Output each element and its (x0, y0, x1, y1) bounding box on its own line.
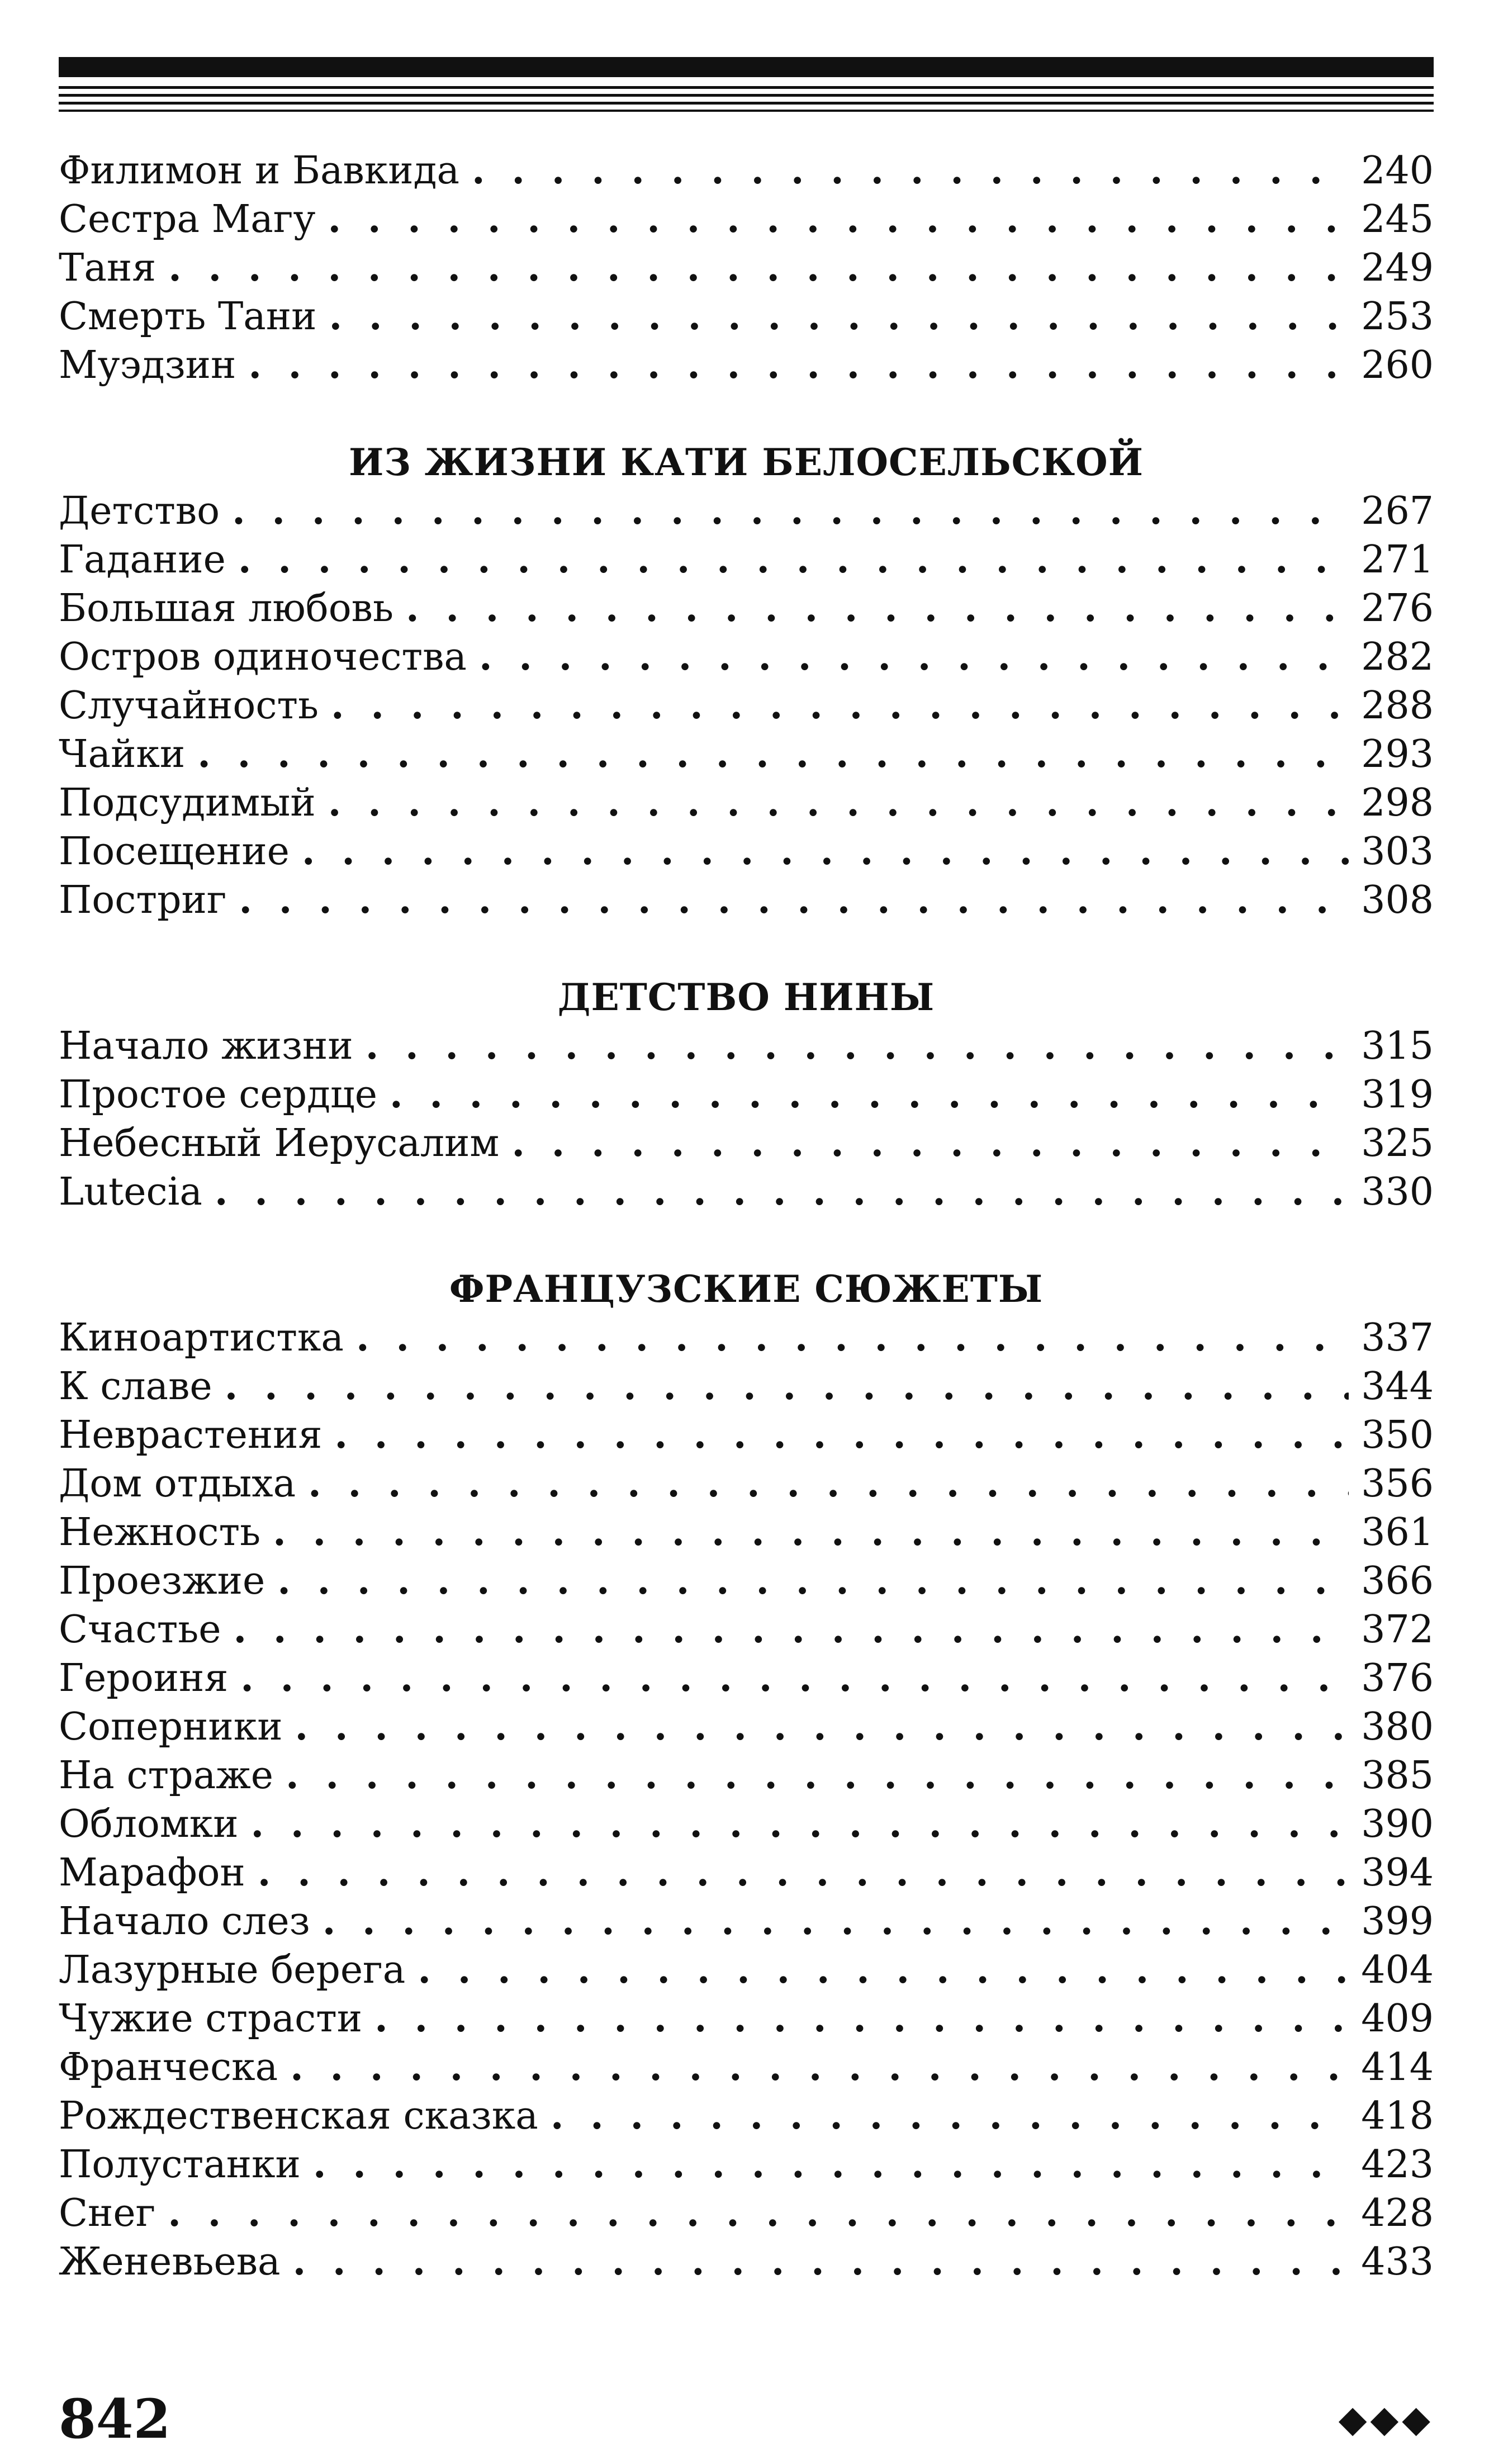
header-rule-thin (59, 102, 1434, 105)
toc-entry-title: Лазурные берега (59, 1948, 406, 1992)
dot-leader (251, 1800, 1349, 1849)
dot-leader (286, 1751, 1349, 1800)
toc-entry-title: Простое сердце (59, 1073, 377, 1117)
toc-entry-title: Подсудимый (59, 781, 316, 825)
header-rule-thick (59, 57, 1434, 77)
toc-entry (59, 1897, 1434, 1946)
toc-entry (59, 244, 1434, 292)
toc-entry-page: 325 (1361, 1121, 1434, 1165)
dot-leader (273, 1508, 1349, 1557)
dot-leader (328, 779, 1349, 827)
toc-entry-page: 344 (1361, 1364, 1434, 1409)
toc-entry-page: 319 (1361, 1073, 1434, 1117)
dot-leader (240, 1654, 1349, 1703)
toc-entry-title: Постриг (59, 878, 227, 922)
dot-leader (374, 1994, 1349, 2043)
toc-entry (59, 1460, 1434, 1508)
toc-entry (59, 1654, 1434, 1703)
toc-entry (59, 1314, 1434, 1362)
toc-entry (59, 1119, 1434, 1168)
toc-entry (59, 584, 1434, 633)
dot-leader (215, 1168, 1349, 1216)
toc-entry-page: 366 (1361, 1559, 1434, 1603)
toc-entry-title: Счастье (59, 1608, 221, 1652)
toc-entry-page: 418 (1361, 2094, 1434, 2138)
toc-entry-title: Сестра Магу (59, 197, 316, 241)
dot-leader (406, 584, 1349, 633)
toc-entry (59, 146, 1434, 195)
toc-entry (59, 730, 1434, 779)
toc-entry-title: Посещение (59, 830, 290, 874)
dot-leader (232, 487, 1349, 536)
toc-entry-page: 298 (1361, 781, 1434, 825)
toc-entry-page: 385 (1361, 1754, 1434, 1798)
toc-entry-page: 380 (1361, 1705, 1434, 1749)
toc-entry-title: Начало жизни (59, 1024, 353, 1068)
toc-entry-page: 253 (1361, 295, 1434, 339)
table-of-contents (59, 146, 1434, 2286)
dot-leader (277, 1557, 1349, 1605)
toc-entry-title: Полустанки (59, 2143, 301, 2187)
toc-entry-page: 282 (1361, 635, 1434, 679)
dot-leader (258, 1849, 1349, 1897)
toc-entry (59, 1751, 1434, 1800)
dot-leader (234, 1605, 1349, 1654)
dot-leader (418, 1946, 1349, 1994)
toc-entry-page: 409 (1361, 1997, 1434, 2041)
dot-leader (295, 1703, 1349, 1751)
toc-entry (59, 1508, 1434, 1557)
toc-entry (59, 1411, 1434, 1460)
toc-entry-page: 245 (1361, 197, 1434, 241)
toc-entry-title: Проезжие (59, 1559, 265, 1603)
toc-entry (59, 1800, 1434, 1849)
toc-entry (59, 1168, 1434, 1216)
toc-entry-title: Чайки (59, 732, 186, 776)
toc-entry (59, 1994, 1434, 2043)
toc-entry-page: 315 (1361, 1024, 1434, 1068)
dot-leader (390, 1070, 1349, 1119)
toc-entry-title: Lutecia (59, 1170, 202, 1214)
toc-entry (59, 827, 1434, 876)
toc-entry-title: Случайность (59, 684, 319, 728)
dot-leader (290, 2043, 1349, 2092)
dot-leader (168, 2189, 1349, 2238)
toc-entry-title: Гадание (59, 538, 226, 582)
toc-entry-title: Филимон и Бавкида (59, 149, 460, 193)
header-rule-thin (59, 94, 1434, 97)
dot-leader (308, 1460, 1349, 1508)
toc-entry-title: Большая любовь (59, 586, 393, 631)
toc-entry-page: 267 (1361, 489, 1434, 533)
toc-entry-title: Женевьева (59, 2240, 281, 2284)
dot-leader (248, 341, 1349, 390)
toc-entry (59, 1022, 1434, 1070)
toc-entry (59, 1557, 1434, 1605)
toc-entry-page: 330 (1361, 1170, 1434, 1214)
dot-leader (366, 1022, 1349, 1070)
toc-entry-title: Смерть Тани (59, 295, 317, 339)
toc-entry-title: На страже (59, 1754, 274, 1798)
toc-entry (59, 1070, 1434, 1119)
dot-leader (239, 876, 1349, 925)
toc-entry-title: Героиня (59, 1656, 229, 1700)
toc-entry-page: 240 (1361, 149, 1434, 193)
toc-entry-page: 399 (1361, 1899, 1434, 1944)
toc-entry-title: Таня (59, 246, 157, 290)
toc-entry-title: Начало слез (59, 1899, 310, 1944)
diamond-ornament-icon: ◆◆◆ (1338, 2397, 1434, 2441)
toc-entry-page: 308 (1361, 878, 1434, 922)
dot-leader (302, 827, 1349, 876)
page-number: 842 (59, 2387, 171, 2451)
toc-entry-page: 337 (1361, 1316, 1434, 1360)
toc-entry-page: 376 (1361, 1656, 1434, 1700)
dot-leader (197, 730, 1349, 779)
toc-entry (59, 2140, 1434, 2189)
toc-entry-page: 423 (1361, 2143, 1434, 2187)
dot-leader (293, 2238, 1349, 2286)
toc-entry-page: 433 (1361, 2240, 1434, 2284)
dot-leader (329, 292, 1349, 341)
toc-entry-title: К славе (59, 1364, 212, 1409)
toc-entry-page: 372 (1361, 1608, 1434, 1652)
toc-entry-page: 428 (1361, 2191, 1434, 2235)
toc-entry-title: Франческа (59, 2045, 278, 2089)
toc-entry-page: 394 (1361, 1851, 1434, 1895)
dot-leader (331, 681, 1349, 730)
toc-entry-page: 356 (1361, 1462, 1434, 1506)
dot-leader (323, 1897, 1349, 1946)
toc-entry-page: 249 (1361, 246, 1434, 290)
toc-entry-title: Марафон (59, 1851, 245, 1895)
toc-entry-title: Рождественская сказка (59, 2094, 538, 2138)
dot-leader (238, 536, 1349, 584)
toc-entry (59, 876, 1434, 925)
toc-entry-page: 276 (1361, 586, 1434, 631)
toc-entry (59, 681, 1434, 730)
header-rule-thin (59, 86, 1434, 89)
section-heading: ДЕТСТВО НИНЫ (557, 975, 935, 1019)
toc-entry-page: 390 (1361, 1802, 1434, 1846)
toc-entry (59, 1703, 1434, 1751)
toc-entry-page: 414 (1361, 2045, 1434, 2089)
dot-leader (328, 195, 1349, 244)
toc-entry-title: Детство (59, 489, 220, 533)
dot-leader (313, 2140, 1349, 2189)
toc-entry (59, 2238, 1434, 2286)
toc-entry (59, 779, 1434, 827)
toc-entry (59, 195, 1434, 244)
toc-entry-title: Неврастения (59, 1413, 323, 1457)
dot-leader (356, 1314, 1349, 1362)
section-heading: ФРАНЦУЗСКИЕ СЮЖЕТЫ (449, 1267, 1044, 1311)
dot-leader (472, 146, 1349, 195)
section-heading: ИЗ ЖИЗНИ КАТИ БЕЛОСЕЛЬСКОЙ (348, 440, 1144, 484)
toc-entry-title: Чужие страсти (59, 1997, 363, 2041)
toc-entry (59, 1849, 1434, 1897)
toc-entry-page: 288 (1361, 684, 1434, 728)
page-footer (59, 2386, 1434, 2453)
toc-entry (59, 633, 1434, 681)
header-rule-thin (59, 110, 1434, 112)
toc-entry-title: Нежность (59, 1510, 261, 1555)
toc-entry-page: 260 (1361, 343, 1434, 387)
toc-entry-page: 361 (1361, 1510, 1434, 1555)
toc-entry (59, 1946, 1434, 1994)
toc-entry (59, 2092, 1434, 2140)
toc-entry-title: Соперники (59, 1705, 283, 1749)
toc-entry-page: 293 (1361, 732, 1434, 776)
toc-entry-title: Обломки (59, 1802, 239, 1846)
toc-entry-title: Небесный Иерусалим (59, 1121, 500, 1165)
toc-entry (59, 1362, 1434, 1411)
toc-entry (59, 536, 1434, 584)
dot-leader (225, 1362, 1349, 1411)
toc-entry (59, 292, 1434, 341)
dot-leader (551, 2092, 1349, 2140)
toc-entry-title: Остров одиночества (59, 635, 467, 679)
toc-entry-page: 404 (1361, 1948, 1434, 1992)
dot-leader (334, 1411, 1349, 1460)
toc-entry-page: 303 (1361, 830, 1434, 874)
toc-entry-title: Киноартистка (59, 1316, 344, 1360)
toc-entry (59, 2189, 1434, 2238)
toc-entry (59, 341, 1434, 390)
toc-entry-page: 350 (1361, 1413, 1434, 1457)
toc-entry-title: Снег (59, 2191, 156, 2235)
toc-entry-page: 271 (1361, 538, 1434, 582)
toc-entry (59, 487, 1434, 536)
dot-leader (511, 1119, 1349, 1168)
toc-entry (59, 2043, 1434, 2092)
toc-entry (59, 1605, 1434, 1654)
dot-leader (168, 244, 1349, 292)
toc-entry-title: Муэдзин (59, 343, 236, 387)
dot-leader (479, 633, 1349, 681)
toc-entry-title: Дом отдыха (59, 1462, 296, 1506)
